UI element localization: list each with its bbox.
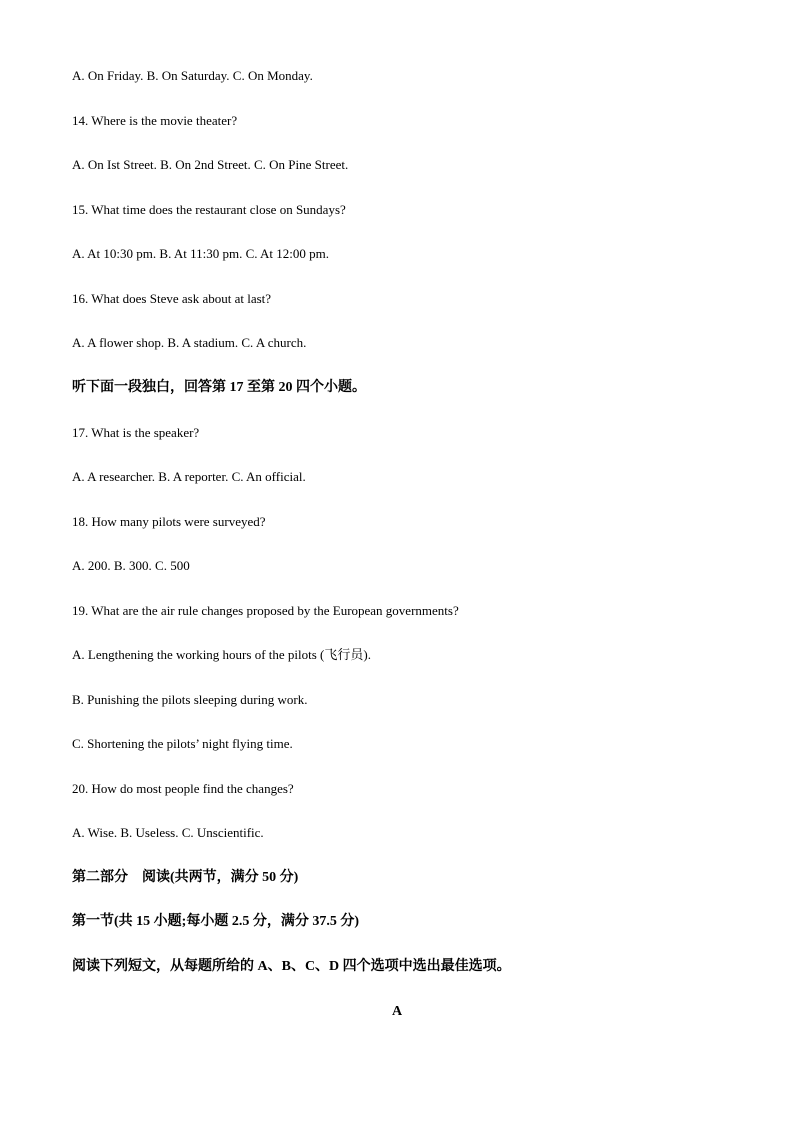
monologue-instruction: 听下面一段独白，回答第 17 至第 20 四个小题。 bbox=[72, 380, 366, 395]
q19-option-b: B. Punishing the pilots sleeping during work. bbox=[72, 692, 308, 707]
q14-options: A. On Ist Street. B. On 2nd Street. C. On Pine Street. bbox=[72, 157, 349, 172]
q20-options: A. Wise. B. Useless. C. Unscientific. bbox=[72, 825, 264, 840]
reading-instruction: 阅读下列短文，从每题所给的 A、B、C、D 四个选项中选出最佳选项。 bbox=[72, 959, 511, 974]
passage-label: A bbox=[391, 1004, 403, 1019]
q19-question: 19. What are the air rule changes proposed by the European governments? bbox=[72, 603, 459, 618]
q13-options: A. On Friday. B. On Saturday. C. On Monday. bbox=[72, 68, 313, 83]
q17-question: 17. What is the speaker? bbox=[72, 425, 200, 440]
q17-options: A. A researcher. B. A reporter. C. An official. bbox=[72, 469, 306, 484]
q20-question: 20. How do most people find the changes? bbox=[72, 781, 294, 796]
q16-question: 16. What does Steve ask about at last? bbox=[72, 291, 272, 306]
q14-question: 14. Where is the movie theater? bbox=[72, 113, 238, 128]
part-two-heading: 第二部分 阅读(共两节，满分 50 分) bbox=[72, 870, 299, 885]
q15-question: 15. What time does the restaurant close on Sundays? bbox=[72, 202, 346, 217]
q18-options: A. 200. B. 300. C. 500 bbox=[72, 558, 190, 573]
section-one-heading: 第一节(共 15 小题;每小题 2.5 分，满分 37.5 分) bbox=[72, 914, 359, 929]
q19-option-a: A. Lengthening the working hours of the pilots (飞行员). bbox=[72, 647, 371, 662]
q16-options: A. A flower shop. B. A stadium. C. A church. bbox=[72, 335, 307, 350]
q15-options: A. At 10:30 pm. B. At 11:30 pm. C. At 12:00 pm. bbox=[72, 246, 330, 261]
q18-question: 18. How many pilots were surveyed? bbox=[72, 514, 266, 529]
q19-option-c: C. Shortening the pilots’ night flying time. bbox=[72, 736, 293, 751]
